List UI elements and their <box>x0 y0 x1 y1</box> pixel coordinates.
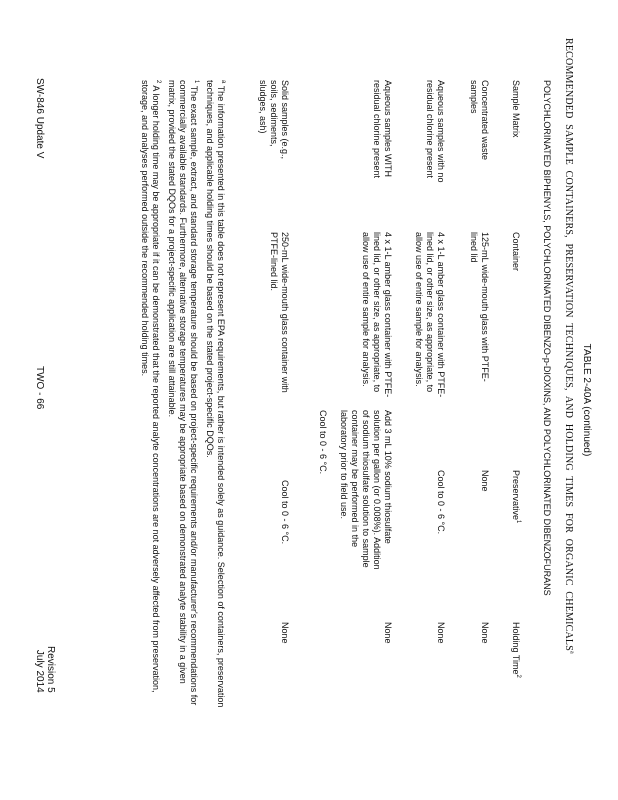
row4-preservative: Cool to 0 - 6 °C. <box>280 480 290 545</box>
row4-matrix: Solid samples (e.g., soils, sediments, sludges, ash) <box>258 80 290 160</box>
row4-holding-time: None <box>280 622 290 644</box>
footnote-a-marker: a <box>220 80 226 84</box>
row2-container: 4 x 1-L amber glass container with PTFE-lined lid, or other size, as appropriate, to allow use of entire sample for analysis. <box>414 232 446 398</box>
table-heading-line1 <box>563 38 574 654</box>
footnote-2-marker: 2 <box>155 80 161 84</box>
column-header-preservative <box>511 470 521 523</box>
row3-matrix: Aqueous samples WITH residual chlorine present <box>372 80 393 179</box>
footnote-a <box>204 80 226 710</box>
table-heading-line2: POLYCHLORINATED BIPHENYLS, POLYCHLORINATED DIBENZO-p-DIOXINS, AND POLYCHLORINATED DIBENZOFURANS <box>542 80 552 596</box>
row1-matrix: Concentrated waste samples <box>469 80 490 161</box>
footer-revision-number: Revision 5 <box>45 646 56 693</box>
table-title: TABLE 2-40A (continued) <box>581 343 592 457</box>
column-header-container: Container <box>511 232 521 272</box>
footnote-1-text: The exact sample, extract, and standard storage temperature should be based on project-specific requirements and/or manufacturer's recommendations for commercially available standards. Furthermore, alternative storage temperatures may be appropriate based on demonstrated analyte stability in a given matrix, provided the stated DQOs for a project-specific application are still attainable. <box>167 80 199 706</box>
table-heading-line1-text: RECOMMENDED SAMPLE CONTAINERS, PRESERVATION TECHNIQUES, AND HOLDING TIMES FOR ORGANIC CHEMICALS <box>563 38 574 651</box>
column-header-preservative-text: Preservative <box>511 470 521 521</box>
row4-container: 250-mL wide-mouth glass container with PTFE-lined lid. <box>269 232 290 393</box>
row3-preservative: Add 3 mL 10% sodium thiosulfate solution per gallon (or 0.008%). Addition of sodium thiosulfate solution to sample container may be performed in the laboratory prior to field use. <box>339 410 393 570</box>
row2-preservative: Cool to 0 - 6 °C. <box>436 470 446 535</box>
column-header-matrix: Sample Matrix <box>511 80 521 138</box>
footer-revision-date: July 2014 <box>34 649 45 693</box>
row3-container: 4 x 1-L amber glass container with PTFE-lined lid, or other size, as appropriate, to allow use of entire sample for analysis. <box>361 232 393 398</box>
footer-revision <box>34 646 56 693</box>
row1-holding-time: None <box>480 622 490 644</box>
footnote-ref-2: 2 <box>515 674 521 678</box>
row3-preservative-cooling: Cool to 0 - 6 °C. <box>318 410 328 475</box>
row2-matrix: Aqueous samples with no residual chlorine present <box>425 80 446 183</box>
footnote-1-marker: 1 <box>193 80 199 84</box>
footnote-ref-a: a <box>568 651 575 654</box>
column-header-holding-time-text: Holding Time <box>511 622 521 675</box>
row1-container: 125-mL wide-mouth glass with PTFE-lined lid <box>469 232 490 382</box>
footnote-ref-1: 1 <box>515 520 521 524</box>
row3-holding-time: None <box>383 622 393 644</box>
footnote-2-text: A longer holding time may be appropriate if it can be demonstrated that the reported analyte concentrations are not adversely affected from preservation, storage, and analyses performed outside the recommended holding times. <box>140 80 161 693</box>
footnote-2 <box>139 80 161 710</box>
row2-holding-time: None <box>436 622 446 644</box>
column-header-holding-time <box>511 622 521 678</box>
footnotes <box>134 80 226 710</box>
footer-document-name: SW-846 Update V <box>34 78 45 159</box>
footnote-a-text: The information presented in this table does not represent EPA requirements, but rather is intended solely as guidance. Selection of containers, preservation techniques, and applicable holding times should be based on the stated project-specific DQOs. <box>205 80 226 708</box>
footnote-1 <box>166 80 199 710</box>
row1-preservative: None <box>480 470 490 492</box>
footer-page-number: TWO - 66 <box>34 366 45 410</box>
